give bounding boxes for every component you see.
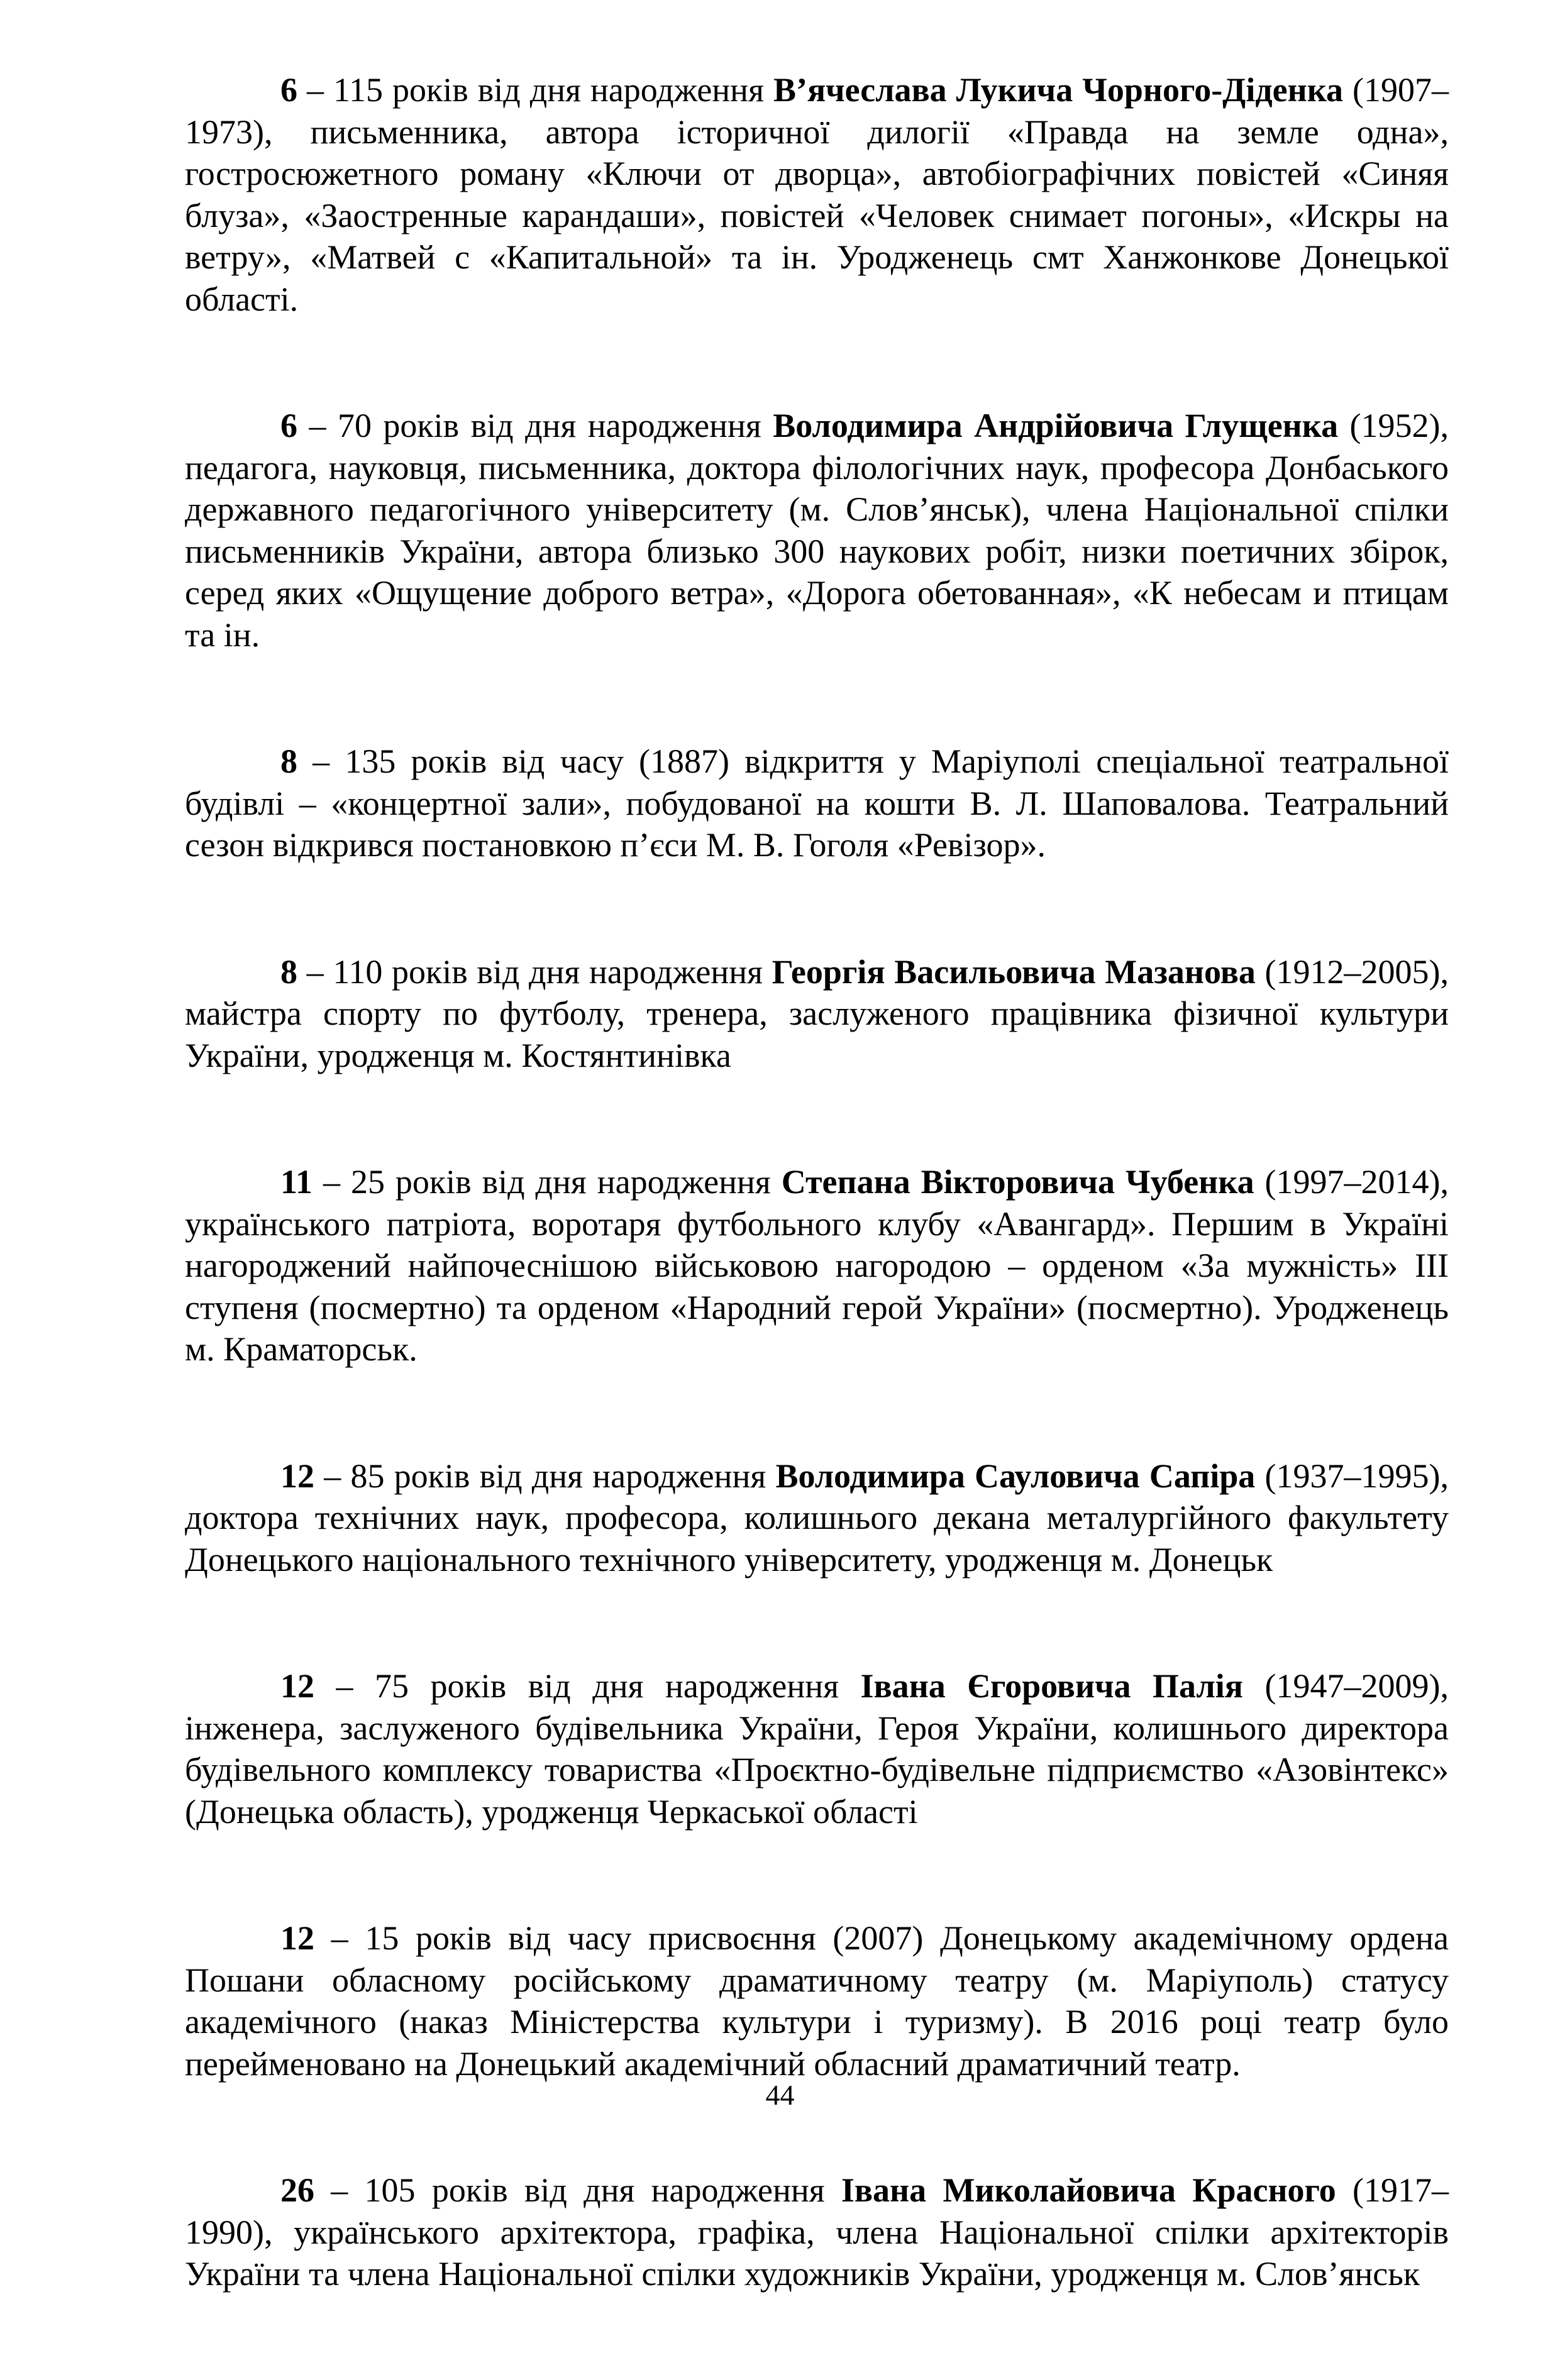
entry-date: 12 bbox=[280, 1667, 314, 1705]
entry-body: (1952), педагога, науковця, письменника, доктора філологічних наук, професора Донбаського державного педагогічного університету (м. Слов’янськ), члена Національної спілки письменників України, автора близько 300 наукових робіт, низки поетичних збірок, серед яких «Ощущение доброго ветра», «Дорога обетованная», «К небесам и птицам та ін. bbox=[185, 407, 1449, 654]
entry-date: 6 bbox=[280, 407, 297, 444]
entry-glushchenko bbox=[185, 405, 1449, 656]
entry-date: 12 bbox=[280, 1457, 314, 1495]
entry-date: 12 bbox=[280, 1919, 314, 1957]
entry-lead: – 25 років від дня народження bbox=[313, 1163, 782, 1201]
entry-body: (1947–2009), інженера, заслуженого будівельника України, Героя України, колишнього директора будівельного комплексу товариства «Проєктно-будівельне підприємство «Азовінтекс» (Донецька область), уродженця Черкаської області bbox=[185, 1667, 1449, 1831]
entry-lead: – 75 років від дня народження bbox=[314, 1667, 861, 1705]
entry-drama-theatre bbox=[185, 1917, 1449, 2085]
entry-theatre-building bbox=[185, 741, 1449, 866]
entry-person-name: Степана Вікторовича Чубенка bbox=[781, 1163, 1254, 1201]
entry-paliy bbox=[185, 1665, 1449, 1832]
entry-person-name: Володимира Андрійовича Глущенка bbox=[773, 407, 1339, 444]
entry-person-name: Георгія Васильовича Мазанова bbox=[772, 952, 1256, 991]
entry-date: 26 bbox=[280, 2171, 314, 2209]
entry-date: 8 bbox=[280, 952, 297, 991]
entry-body: – 135 років від часу (1887) відкриття у Маріуполі спеціальної театральної будівлі – «концертної зали», побудованої на кошти В. Л. Шаповалова. Театральний сезон відкрився постановкою п’єси М. В. Гоголя «Ревізор». bbox=[185, 742, 1449, 864]
entry-body: (1912–2005), майстра спорту по футболу, тренера, заслуженого працівника фізичної культури України, уродженця м. Костянтинівка bbox=[185, 952, 1449, 1074]
entry-body: – 15 років від часу присвоєння (2007) Донецькому академічному ордена Пошани обласному російському драматичному театру (м. Маріуполь) статусу академічного (наказ Міністерства культури і туризму). В 2016 році театр було перейменовано на Донецький академічний обласний драматичний театр. bbox=[185, 1919, 1449, 2083]
entry-date: 11 bbox=[280, 1163, 313, 1201]
entry-body: (1997–2014), українського патріота, воротаря футбольного клубу «Авангард». Першим в Україні нагороджений найпочеснішою військовою нагородою – орденом «За мужність» III ступеня (посмертно) та орденом «Народний герой України» (посмертно). Уродженець м. Краматорськ. bbox=[185, 1163, 1449, 1368]
entry-person-name: В’ячеслава Лукича Чорного-Діденка bbox=[773, 71, 1344, 109]
entry-lead: – 105 років від дня народження bbox=[314, 2171, 841, 2209]
entry-body: (1907–1973), письменника, автора історичної дилогії «Правда на земле одна», гостросюжетного роману «Ключи от дворца», автобіографічних повістей «Синяя блуза», «Заостренные карандаши», повістей «Человек снимает погоны», «Искры на ветру», «Матвей с «Капитальной» та ін. Уродженець смт Ханжонкове Донецької області. bbox=[185, 71, 1449, 318]
entry-lead: – 110 років від дня народження bbox=[297, 952, 772, 991]
entry-body: (1937–1995), доктора технічних наук, професора, колишнього декана металургійного факультету Донецького національного технічного університету, уродженця м. Донецьк bbox=[185, 1457, 1449, 1578]
entry-krasnyi bbox=[185, 2169, 1449, 2295]
entry-person-name: Івана Миколайовича Красного bbox=[841, 2171, 1336, 2209]
entry-person-name: Володимира Сауловича Сапіра bbox=[775, 1457, 1256, 1495]
entry-date: 6 bbox=[280, 71, 297, 109]
entry-body: (1917–1990), українського архітектора, графіка, члена Національної спілки архітекторів України та члена Національної спілки художників України, уродженця м. Слов’янськ bbox=[185, 2171, 1449, 2293]
entry-lead: – 85 років від дня народження bbox=[314, 1457, 776, 1495]
entry-chubenko bbox=[185, 1161, 1449, 1370]
entry-person-name: Івана Єгоровича Палія bbox=[860, 1667, 1244, 1705]
document-page bbox=[185, 69, 1449, 2380]
entry-date: 8 bbox=[280, 742, 297, 780]
entry-chornyi-didenko bbox=[185, 69, 1449, 320]
page-number: 44 bbox=[765, 2079, 795, 2111]
entry-lead: – 115 років від дня народження bbox=[297, 71, 773, 109]
entry-lead: – 70 років від дня народження bbox=[297, 407, 773, 444]
entry-mazanov bbox=[185, 951, 1449, 1077]
entry-sapir bbox=[185, 1455, 1449, 1581]
